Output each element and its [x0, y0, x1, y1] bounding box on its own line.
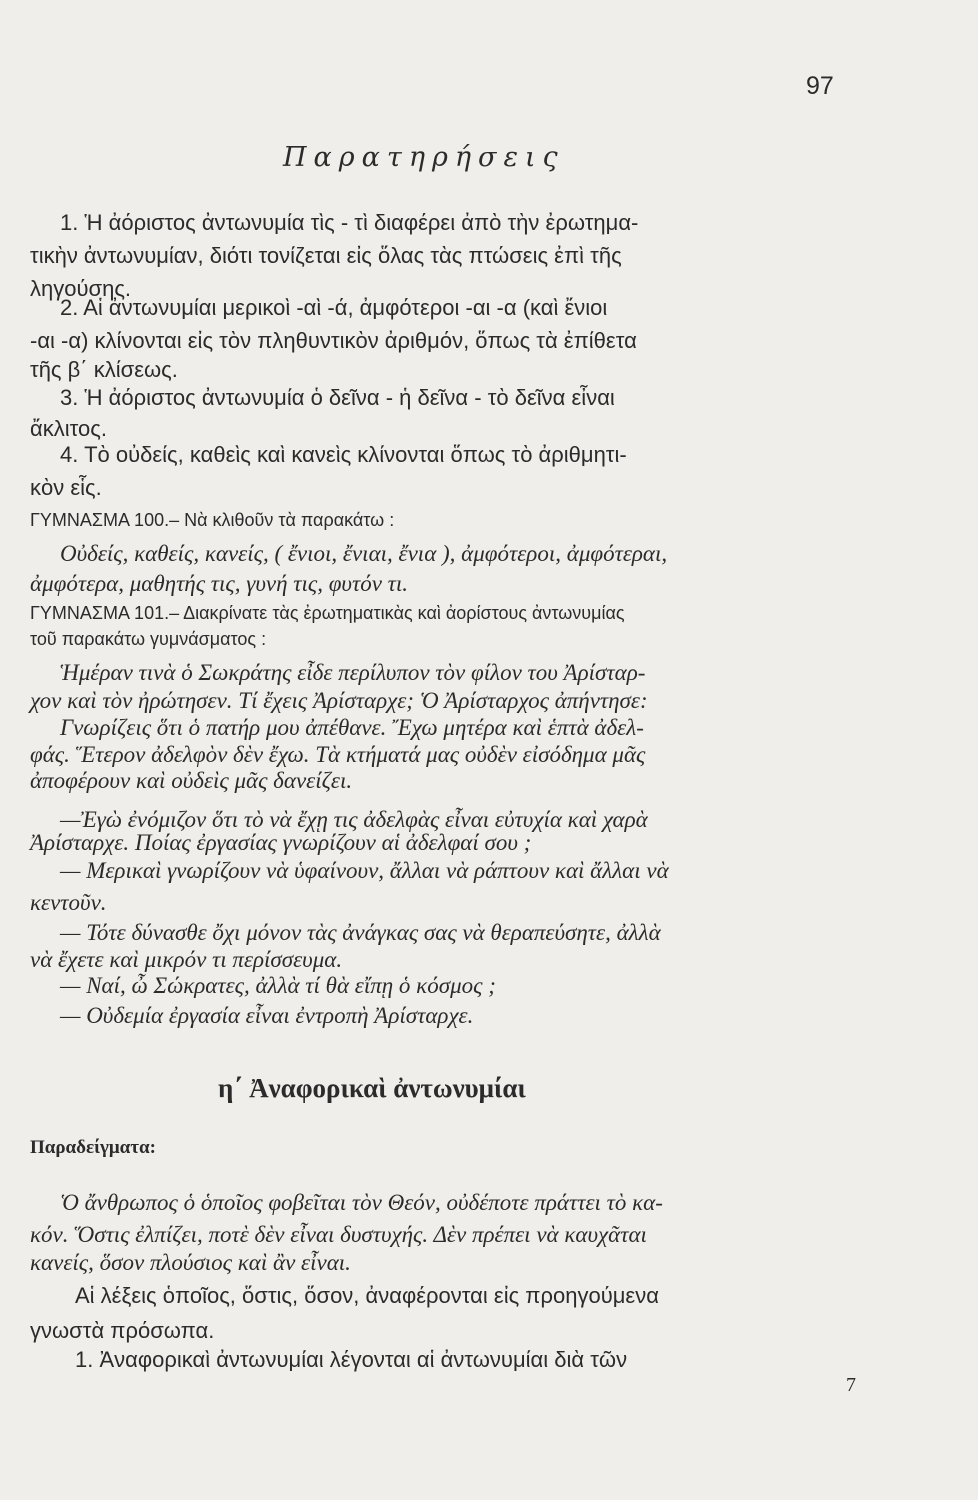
- text-line: ληγούσης.: [30, 276, 132, 301]
- text-line: 4. Τὸ οὐδείς, καθεὶς καὶ κανεὶς κλίνονται ὅπως τὸ ἀριθμητι-: [60, 442, 627, 467]
- text-line: — Ναί, ὦ Σώκρατες, ἀλλὰ τί θὰ εἴπῃ ὁ κόσμος ;: [60, 973, 496, 998]
- text-line: Γνωρίζεις ὅτι ὁ πατήρ μου ἀπέθανε. Ἔχω μητέρα καὶ ἑπτὰ ἀδελ-: [60, 715, 644, 740]
- text-line: —Ἐγὼ ἐνόμιζον ὅτι τὸ νὰ ἔχῃ τις ἀδελφὰς εἶναι εὐτυχία καὶ χαρὰ: [60, 807, 648, 832]
- text-line: — Οὐδεμία ἐργασία εἶναι ἐντροπὴ Ἀρίσταρχε.: [60, 1003, 474, 1028]
- text-line: 3. Ἡ ἀόριστος ἀντωνυμία ὁ δεῖνα - ἡ δεῖνα - τὸ δεῖνα εἶναι: [60, 385, 615, 410]
- text-line: τικὴν ἀντωνυμίαν, διότι τονίζεται εἰς ὅλας τὰς πτώσεις ἐπὶ τῆς: [30, 243, 622, 268]
- text-line: 1. Ἡ ἀόριστος ἀντωνυμία τὶς - τὶ διαφέρει ἀπὸ τὴν ἐρωτημα-: [60, 210, 639, 235]
- examples-label: Παραδείγματα:: [30, 1137, 156, 1158]
- text-line: Αἱ λέξεις ὁποῖος, ὅστις, ὅσον, ἀναφέρονται εἰς προηγούμενα: [75, 1283, 659, 1308]
- text-line: γνωστὰ πρόσωπα.: [30, 1318, 215, 1343]
- text-line: κανείς, ὅσον πλούσιος καὶ ἂν εἶναι.: [30, 1250, 351, 1275]
- text-line: Ἀρίσταρχε. Ποίας ἐργασίας γνωρίζουν αἱ ἀδελφαί σου ;: [30, 830, 532, 855]
- text-line: χον καὶ τὸν ἠρώτησεν. Τί ἔχεις Ἀρίσταρχε; Ὁ Ἀρίσταρχος ἀπήντησε:: [30, 688, 648, 713]
- text-line: ἀποφέρουν καὶ οὐδεὶς μᾶς δανείζει.: [30, 768, 353, 793]
- text-line: κόν. Ὅστις ἐλπίζει, ποτὲ δὲν εἶναι δυστυχής. Δὲν πρέπει νὰ καυχᾶται: [30, 1222, 647, 1247]
- text-line: -αι -α) κλίνονται εἰς τὸν πληθυντικὸν ἀριθμόν, ὅπως τὰ ἐπίθετα: [30, 328, 637, 353]
- text-line: Οὐδείς, καθείς, κανείς, ( ἔνιοι, ἔνιαι, ἔνια ), ἀμφότεροι, ἀμφότεραι,: [60, 541, 668, 566]
- text-line: κὸν εἷς.: [30, 475, 102, 500]
- page-title: Παρατηρήσεις: [283, 142, 565, 173]
- text-line: κεντοῦν.: [30, 890, 107, 915]
- footer-number: 7: [846, 1374, 856, 1396]
- text-line: ἀμφότερα, μαθητής τις, γυνή τις, φυτόν τι.: [30, 571, 409, 596]
- text-line: 1. Ἀναφορικαὶ ἀντωνυμίαι λέγονται αἱ ἀντωνυμίαι διὰ τῶν: [75, 1347, 628, 1372]
- text-line: Ἡμέραν τινὰ ὁ Σωκράτης εἶδε περίλυπον τὸν φίλον του Ἀρίσταρ-: [60, 660, 646, 685]
- exercise-heading: ΓΥΜΝΑΣΜΑ 100.– Νὰ κλιθοῦν τὰ παρακάτω :: [30, 510, 395, 530]
- text-line: 2. Αἱ ἀντωνυμίαι μερικοὶ -αὶ -ά, ἀμφότεροι -αι -α (καὶ ἔνιοι: [60, 295, 608, 320]
- text-line: ἄκλιτος.: [30, 416, 107, 441]
- text-line: φάς. Ἕτερον ἀδελφὸν δὲν ἔχω. Τὰ κτήματά μας οὐδὲν εἰσόδημα μᾶς: [30, 742, 646, 767]
- section-heading: η΄ Ἀναφορικαὶ ἀντωνυμίαι: [218, 1073, 526, 1103]
- text-line: τοῦ παρακάτω γυμνάσματος :: [30, 629, 267, 649]
- text-line: τῆς β΄ κλίσεως.: [30, 357, 178, 382]
- page-number: 97: [806, 72, 834, 100]
- text-line: Ὁ ἄνθρωπος ὁ ὁποῖος φοβεῖται τὸν Θεόν, οὐδέποτε πράττει τὸ κα-: [60, 1190, 663, 1215]
- text-line: νὰ ἔχετε καὶ μικρόν τι περίσσευμα.: [30, 947, 343, 972]
- text-line: — Τότε δύνασθε ὄχι μόνον τὰς ἀνάγκας σας νὰ θεραπεύσητε, ἀλλὰ: [60, 920, 661, 945]
- text-line: — Μερικαὶ γνωρίζουν νὰ ὑφαίνουν, ἄλλαι νὰ ράπτουν καὶ ἄλλαι νὰ: [60, 858, 669, 883]
- exercise-heading: ΓΥΜΝΑΣΜΑ 101.– Διακρίνατε τὰς ἐρωτηματικὰς καὶ ἀορίστους ἀντωνυμίας: [30, 603, 625, 623]
